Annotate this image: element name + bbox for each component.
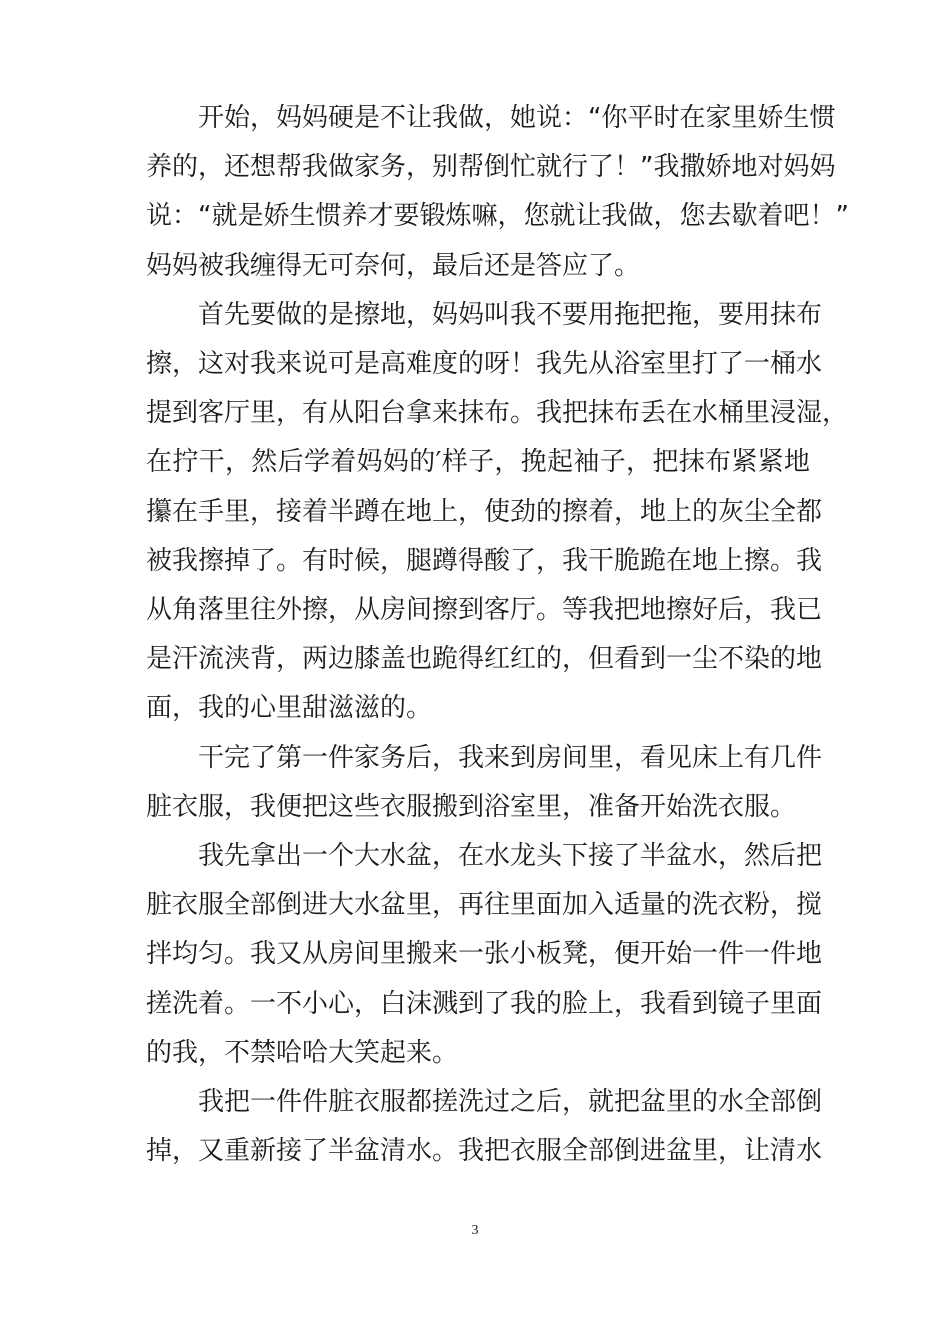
text-line: 脏衣服全部倒进大水盆里，再往里面加入适量的洗衣粉，搅 [146,890,823,921]
text-line: 妈妈被我缠得无可奈何，最后还是答应了。 [146,250,641,281]
text-line: 我先拿出一个大水盆，在水龙头下接了半盆水，然后把 [198,841,823,871]
text-line: 掉，又重新接了半盆清水。我把衣服全部倒进盆里，让清水 [146,1136,823,1167]
text-line: 擦，这对我来说可是高难度的呀！我先从浴室里打了一桶水 [146,349,823,379]
text-line: 从角落里往外擦，从房间擦到客厅。等我把地擦好后，我已 [146,595,823,625]
text-line: 说：“就是娇生惯养才要锻炼嘛，您就让我做，您去歇着吧！” [146,201,849,232]
text-line: 搓洗着。一不小心，白沫溅到了我的脸上，我看到镜子里面 [146,988,823,1019]
text-line: 拌均匀。我又从房间里搬来一张小板凳，便开始一件一件地 [146,939,823,970]
text-line: 提到客厅里，有从阳台拿来抹布。我把抹布丢在水桶里浸湿， [146,398,849,429]
text-line: 是汗流浃背，两边膝盖也跪得红红的，但看到一尘不染的地 [146,644,823,675]
text-line: 养的，还想帮我做家务，别帮倒忙就行了！”我撒娇地对妈妈 [146,152,836,183]
text-line: 干完了第一件家务后，我来到房间里，看见床上有几件 [198,742,823,773]
text-line: 我把一件件脏衣服都搓洗过之后，就把盆里的水全部倒 [198,1087,823,1117]
text-line: 首先要做的是擦地，妈妈叫我不要用拖把拖，要用抹布 [198,299,823,330]
text-line: 攥在手里，接着半蹲在地上，使劲的擦着，地上的灰尘全都 [146,496,823,527]
text-line: 开始，妈妈硬是不让我做，她说：“你平时在家里娇生惯 [198,103,836,133]
text-line: 被我擦掉了。有时候，腿蹲得酸了，我干脆跪在地上擦。我 [146,545,823,576]
text-line: 在拧干，然后学着妈妈的′样子，挽起袖子，把抹布紧紧地 [146,447,810,478]
page-number: 3 [471,1223,479,1238]
text-line: 脏衣服，我便把这些衣服搬到浴室里，准备开始洗衣服。 [146,791,797,822]
text-line: 面，我的心里甜滋滋的。 [146,693,433,724]
text-line: 的我，不禁哈哈大笑起来。 [146,1037,459,1068]
